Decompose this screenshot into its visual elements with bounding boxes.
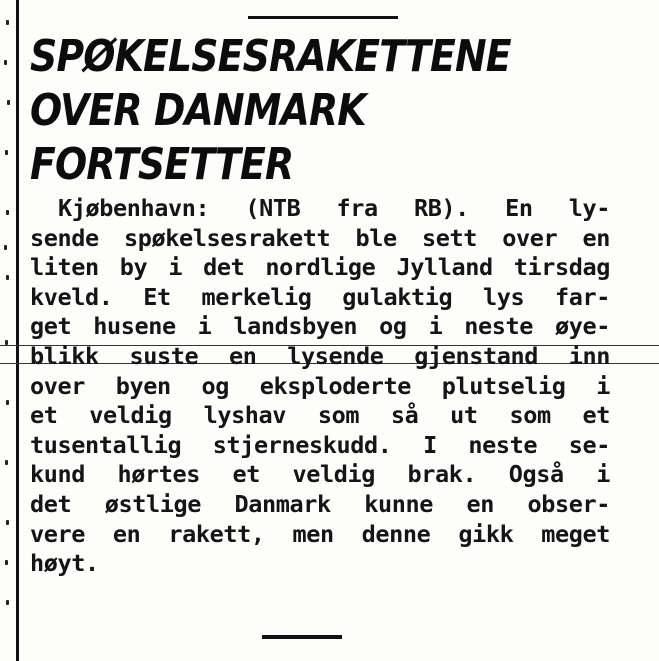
margin-mark — [6, 600, 9, 605]
body-line: blikk suste en lysende gjenstand inn — [30, 341, 610, 370]
body-line: get husene i landsbyen og i neste øye- — [30, 312, 610, 341]
column-rule — [16, 0, 19, 661]
margin-mark — [6, 20, 9, 25]
margin-mark — [6, 275, 9, 280]
body-line: sende spøkelsesrakett ble sett over en — [30, 223, 610, 252]
margin-mark — [6, 400, 9, 405]
body-line: det østlige Danmark kunne en obser- — [30, 489, 610, 518]
margin-mark — [7, 100, 10, 105]
body-line: Kjøbenhavn: (NTB fra RB). En ly- — [58, 194, 610, 222]
body-line: et veldig lyshav som så ut som et — [30, 401, 610, 430]
margin-mark — [6, 210, 9, 215]
headline-line: SPØKELSESRAKETTENE — [30, 31, 511, 82]
margin-mark — [6, 520, 9, 525]
headline-line: FORTSETTER — [30, 139, 294, 190]
headline — [30, 30, 512, 192]
margin-mark — [5, 460, 8, 465]
body-line: over byen og eksploderte plutselig i — [30, 371, 610, 400]
margin-mark — [4, 60, 7, 65]
article-body — [30, 194, 610, 579]
margin-mark — [5, 560, 8, 565]
left-margin-noise — [0, 0, 14, 661]
body-line: høyt. — [30, 549, 99, 578]
body-line: liten by i det nordlige Jylland tirsdag — [30, 253, 610, 282]
margin-mark — [5, 150, 8, 155]
body-line: kveld. Et merkelig gulaktig lys far- — [30, 282, 610, 311]
headline-line: OVER DANMARK — [30, 85, 366, 136]
margin-mark — [4, 245, 7, 250]
body-line: vere en rakett, men denne gikk meget — [30, 519, 610, 548]
body-line: kund hørtes et veldig brak. Også i — [30, 460, 610, 489]
bottom-separator-rule — [262, 635, 342, 639]
body-line: tusentallig stjerneskudd. I neste se- — [30, 430, 610, 459]
top-separator-rule — [248, 16, 398, 19]
